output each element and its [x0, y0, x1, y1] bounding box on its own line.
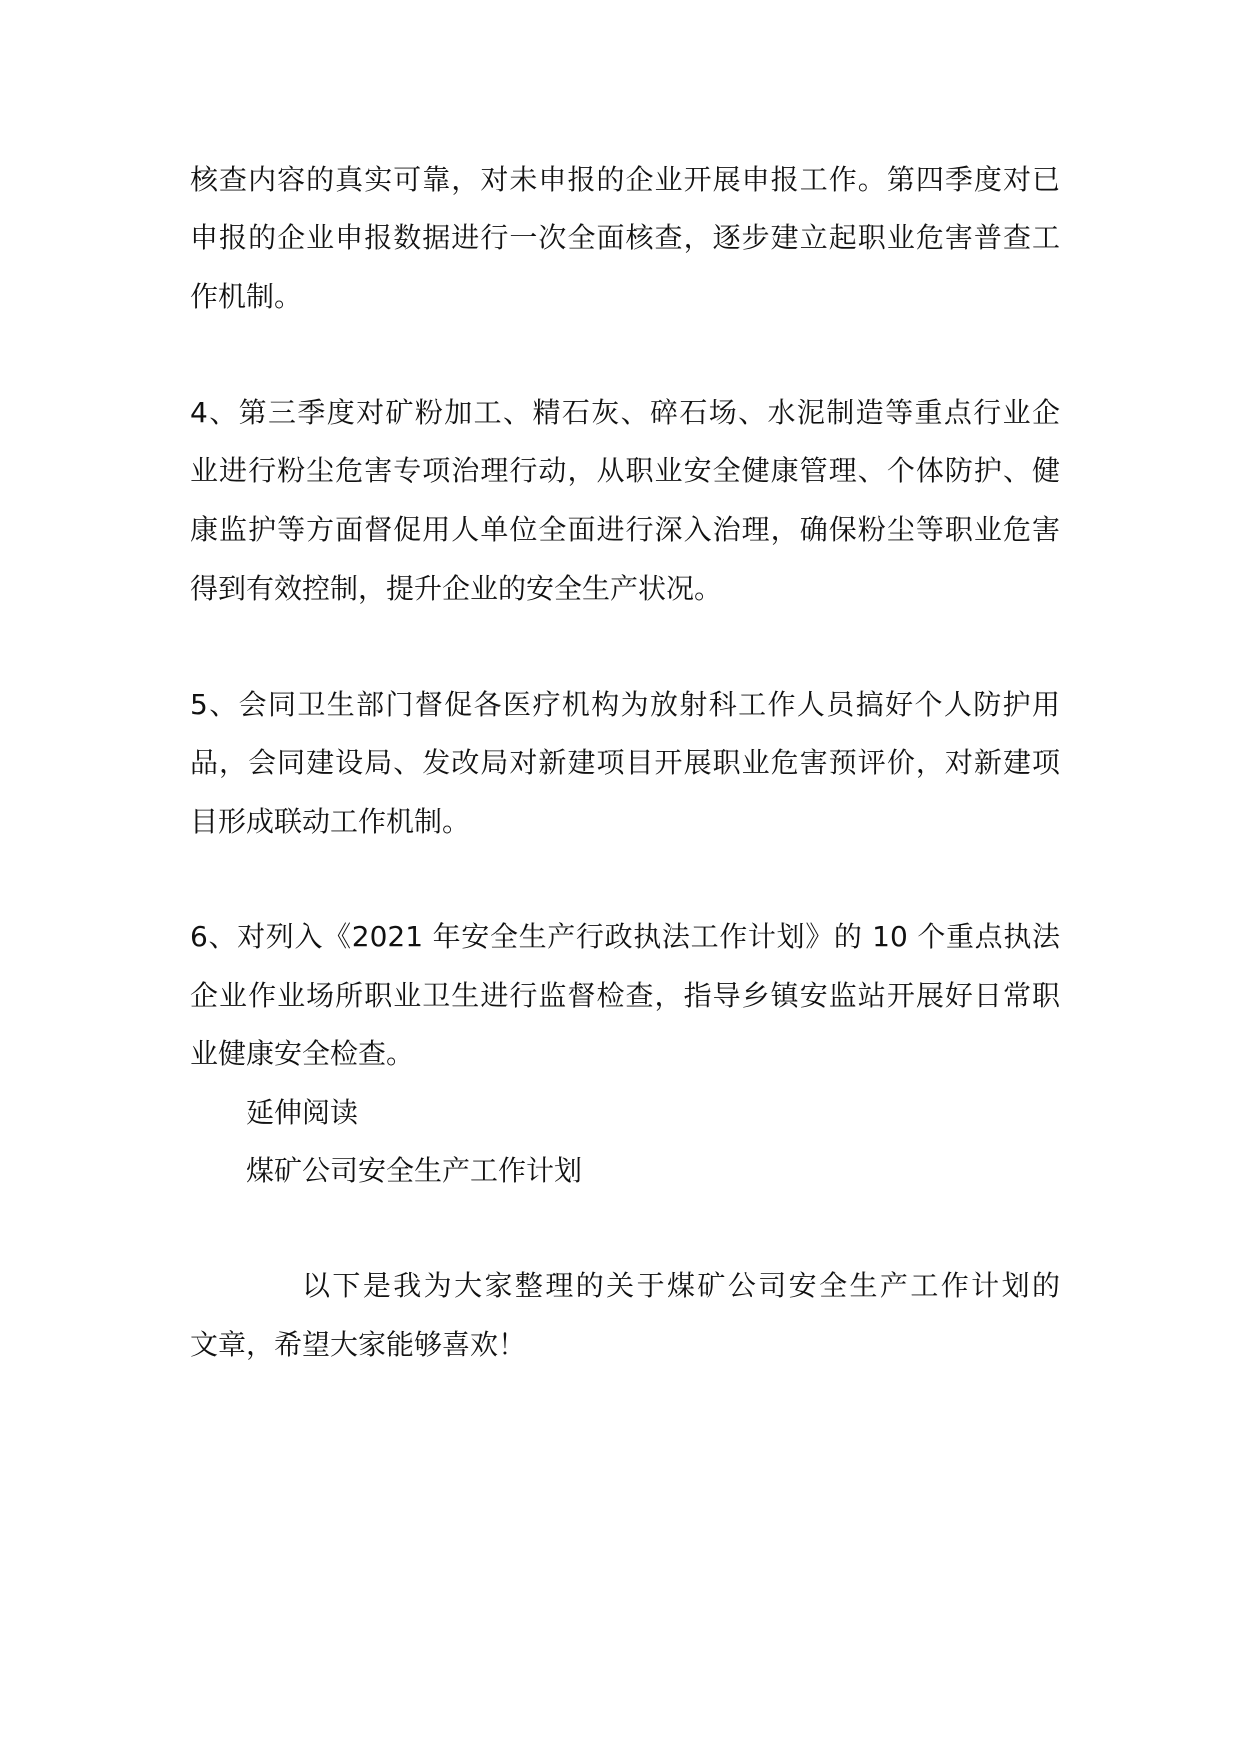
- paragraph-6-line-2: 企业作业场所职业卫生进行监督检查，指导乡镇安监站开展好日常职: [190, 979, 1060, 1012]
- paragraph-5-line-2: 品，会同建设局、发改局对新建项目开展职业危害预评价，对新建项: [190, 746, 1060, 779]
- intro-line-1: 以下是我为大家整理的关于煤矿公司安全生产工作计划的: [302, 1269, 1060, 1302]
- paragraph-6-line-1: 6、对列入《2021 年安全生产行政执法工作计划》的 10 个重点执法: [190, 920, 1060, 953]
- paragraph-6-line-3: 业健康安全检查。: [190, 1037, 415, 1070]
- paragraph-4-line-1: 4、第三季度对矿粉加工、精石灰、碎石场、水泥制造等重点行业企: [190, 396, 1060, 429]
- related-article-title[interactable]: 煤矿公司安全生产工作计划: [246, 1154, 583, 1187]
- paragraph-3-line-2: 申报的企业申报数据进行一次全面核查，逐步建立起职业危害普查工: [190, 221, 1060, 254]
- paragraph-4-line-3: 康监护等方面督促用人单位全面进行深入治理，确保粉尘等职业危害: [190, 513, 1060, 546]
- paragraph-3-line-3: 作机制。: [190, 280, 303, 313]
- extended-reading-label: 延伸阅读: [246, 1096, 359, 1129]
- paragraph-5-line-3: 目形成联动工作机制。: [190, 805, 471, 838]
- paragraph-5-line-1: 5、会同卫生部门督促各医疗机构为放射科工作人员搞好个人防护用: [190, 688, 1060, 721]
- paragraph-4-line-2: 业进行粉尘危害专项治理行动，从职业安全健康管理、个体防护、健: [190, 454, 1060, 487]
- intro-line-2: 文章，希望大家能够喜欢！: [190, 1328, 527, 1361]
- paragraph-4-line-4: 得到有效控制，提升企业的安全生产状况。: [190, 572, 723, 605]
- paragraph-3-line-1: 核查内容的真实可靠，对未申报的企业开展申报工作。第四季度对已: [190, 163, 1060, 196]
